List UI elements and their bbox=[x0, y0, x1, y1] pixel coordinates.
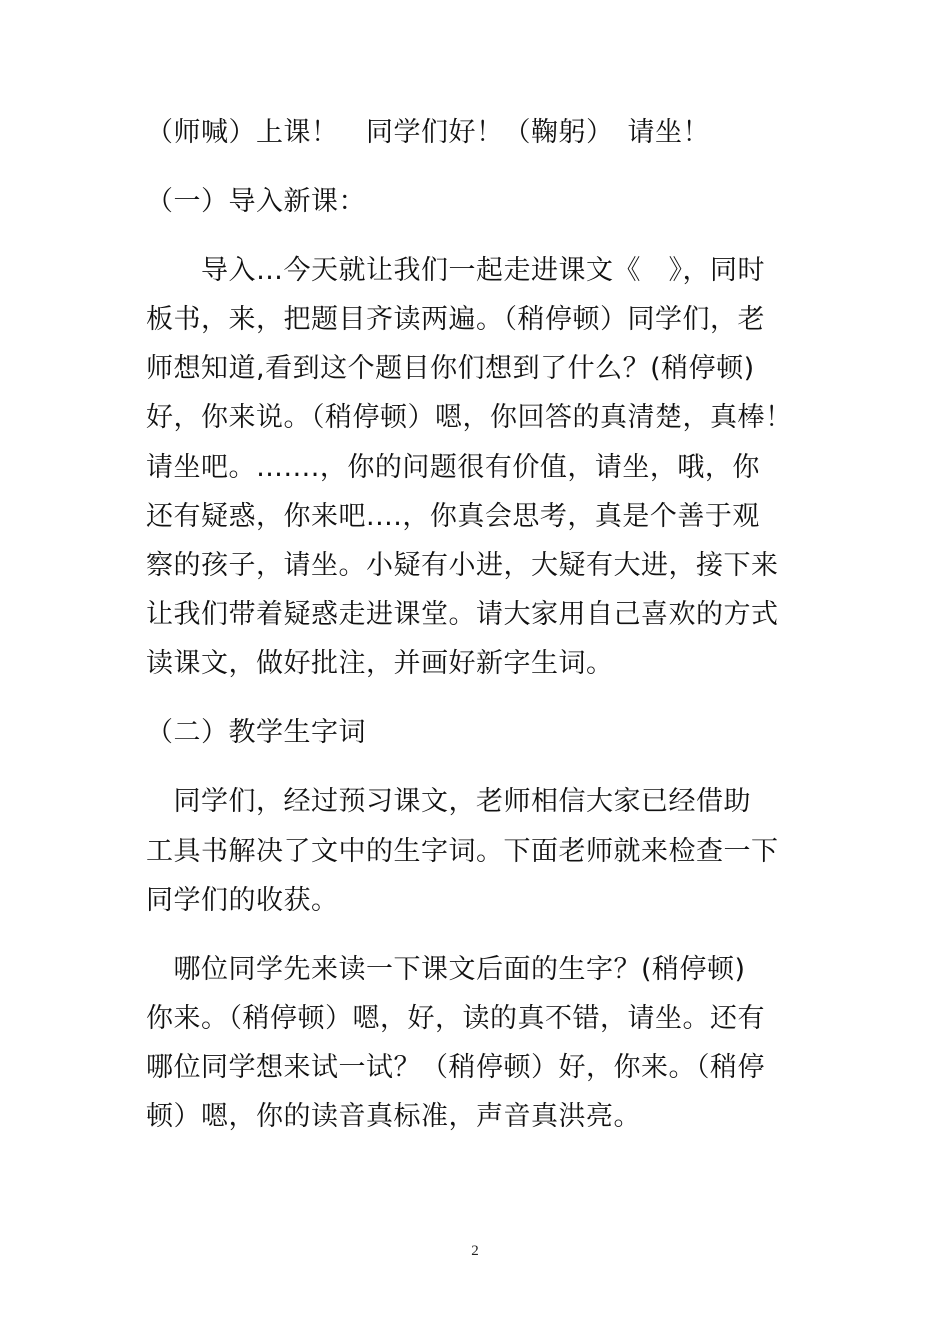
page-number: 2 bbox=[471, 1243, 479, 1259]
paragraph-line: 导入…今天就让我们一起走进课文《 》，同时 bbox=[146, 255, 765, 286]
paragraph-line: 好，你来说。（稍停顿）嗯，你回答的真清楚，真棒！ bbox=[146, 402, 793, 433]
section-heading-intro: （一）导入新课： bbox=[146, 186, 366, 217]
paragraph-line: 读课文，做好批注，并画好新字生词。 bbox=[146, 648, 614, 679]
paragraph-line: 请坐吧。…....，你的问题很有价值，请坐，哦，你 bbox=[146, 452, 760, 483]
paragraph-line: 板书，来，把题目齐读两遍。（稍停顿）同学们，老 bbox=[146, 304, 765, 335]
paragraph-line: 师想知道,看到这个题目你们想到了什么？(稍停顿) bbox=[146, 353, 755, 384]
paragraph-line: 哪位同学想来试一试？（稍停顿）好，你来。（稍停 bbox=[146, 1052, 765, 1083]
paragraph-line: 顿）嗯，你的读音真标准，声音真洪亮。 bbox=[146, 1101, 641, 1132]
paragraph-line: 哪位同学先来读一下课文后面的生字？(稍停顿) bbox=[146, 954, 746, 985]
paragraph-line: 让我们带着疑惑走进课堂。请大家用自己喜欢的方式 bbox=[146, 599, 779, 630]
paragraph-line: 工具书解决了文中的生字词。下面老师就来检查一下 bbox=[146, 836, 779, 867]
paragraph-line: 同学们，经过预习课文，老师相信大家已经借助 bbox=[146, 786, 751, 817]
paragraph-line: 你来。（稍停顿）嗯，好，读的真不错，请坐。还有 bbox=[146, 1003, 765, 1034]
paragraph-line: 还有疑惑，你来吧....，你真会思考，真是个善于观 bbox=[146, 501, 760, 532]
greeting-line: （师喊）上课！ 同学们好！（鞠躬） 请坐！ bbox=[146, 117, 710, 148]
paragraph-line: 同学们的收获。 bbox=[146, 885, 339, 916]
section-heading-vocab: （二）教学生字词 bbox=[146, 717, 366, 748]
paragraph-line: 察的孩子，请坐。小疑有小进，大疑有大进，接下来 bbox=[146, 550, 779, 581]
